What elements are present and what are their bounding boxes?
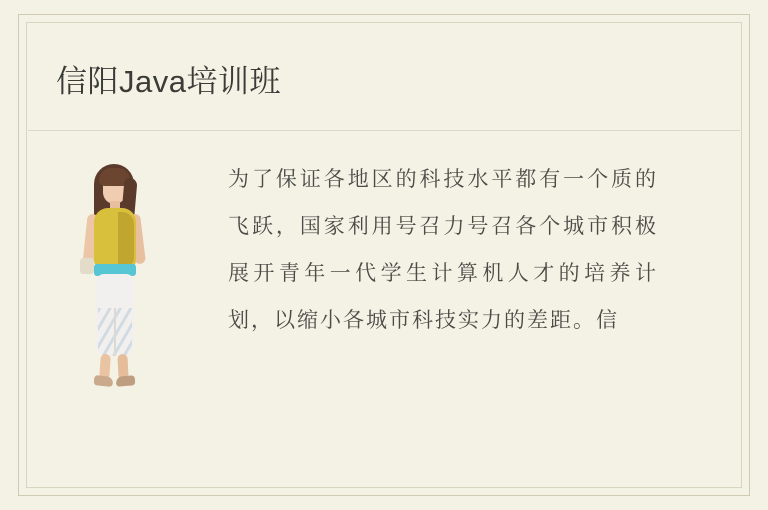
article-body: 为了保证各地区的科技水平都有一个质的飞跃，国家利用号召力号召各个城市积极展开青年一代学生计算机人才的培养计划，以缩小各城市科技实力的差距。信 — [228, 167, 658, 332]
handbag-shape — [80, 258, 94, 274]
right-shoe-shape — [116, 375, 136, 387]
page-title: 信阳Java培训班 — [56, 64, 281, 99]
top-shadow-shape — [118, 212, 134, 266]
title-divider — [28, 130, 740, 131]
woman-illustration — [56, 158, 176, 408]
pants-seam — [114, 308, 116, 356]
content-area — [56, 150, 712, 450]
left-shoe-shape — [94, 375, 114, 387]
